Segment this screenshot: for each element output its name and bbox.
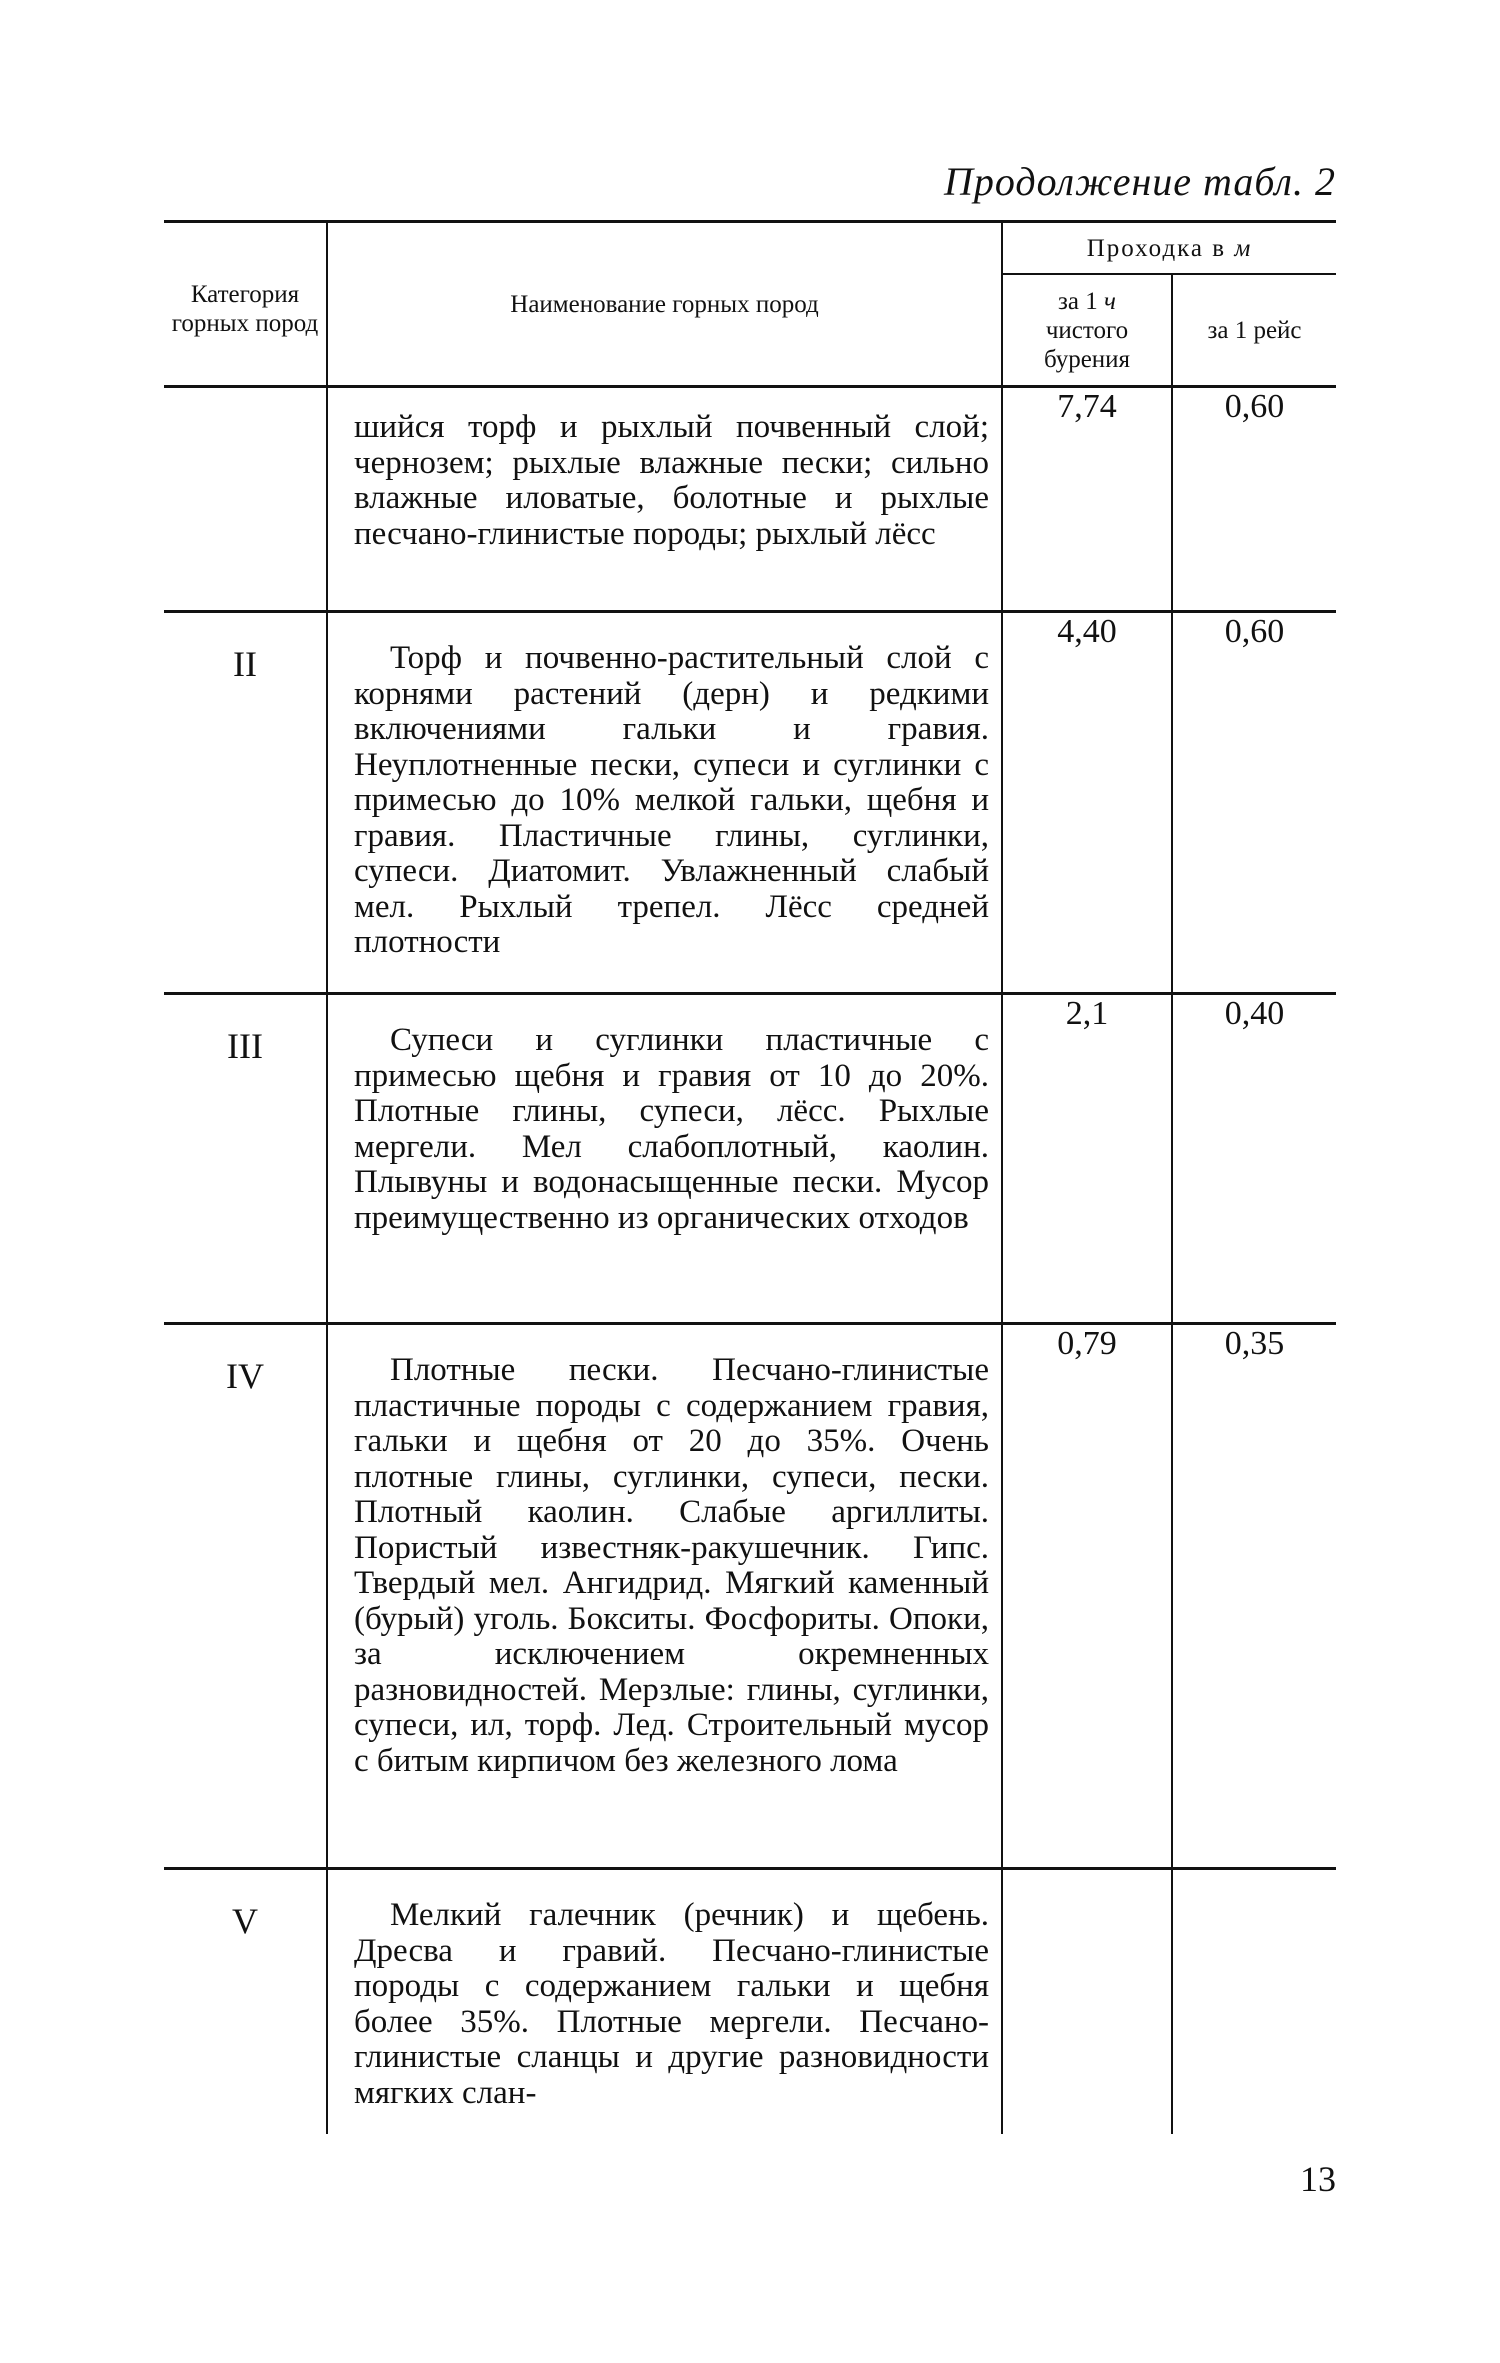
rock-description-text: Плотные пески. Песчано-глинистые пластичные породы с содержанием гравия, гальки и щебня от 20 до 35%. Очень плотные глины, суглинки, супеси, пески. Плотный каолин. Слабые аргиллиты. Пористый известняк-ракушечник. Гипс. Твердый мел. Ангидрид. Мягкий каменный (бурый) уголь. Бокситы. Фосфориты. Опоки, за исключением окремненных разновидностей. Мерзлые: глины, суглинки, супеси, ил, торф. Лед. Строительный мусор с битым кирпичом без железного лома: [354, 1352, 989, 1779]
penetration-per-run: [1172, 1869, 1336, 2134]
rock-category: V: [232, 1901, 258, 1941]
rock-description: [327, 1869, 1002, 2134]
header-penetration-label: Проходка в: [1086, 234, 1227, 262]
rock-categories-table: [164, 220, 1336, 2134]
table-body: [164, 387, 1336, 2134]
penetration-per-run: 0,60: [1172, 387, 1336, 612]
rock-description-text: Мелкий галечник (речник) и щебень. Дресва и гравий. Песчано-глинистые породы с содержанием гальки и щебня более 35%. Плотные мергели. Песчано-глинистые сланцы и другие разновидности мягких слан-: [354, 1897, 989, 2111]
rock-description: [327, 1324, 1002, 1869]
rock-category: IV: [164, 1324, 327, 1869]
header-per-run: за 1 рейс: [1172, 274, 1336, 387]
table-row: [164, 612, 1336, 994]
table-row: [164, 387, 1336, 612]
header-per-hour-unit: ч: [1104, 287, 1116, 315]
rock-description: шийся торф и рыхлый почвенный слой; чернозем; рыхлые влажные пески; сильно влажные иловатые, болотные и рыхлые песчано-глинистые породы; рыхлый лёсс: [327, 387, 1002, 612]
table-row: [164, 1869, 1336, 2134]
table-continuation-caption: Продолжение табл. 2: [943, 159, 1336, 204]
header-per-hour: [1002, 274, 1172, 387]
rock-category: III: [164, 994, 327, 1324]
penetration-per-hour: 0,79: [1002, 1324, 1172, 1869]
header-per-hour-suffix: чистого бурения: [1043, 316, 1131, 373]
header-category: Категория горных пород: [164, 222, 327, 387]
table-row: [164, 994, 1336, 1324]
rock-description-text: Супеси и суглинки пластичные с примесью щебня и гравия от 10 до 20%. Плотные глины, супеси, лёсс. Рыхлые мергели. Мел слабоплотный, каолин. Плывуны и водонасыщенные пески. Мусор преимущественно из органических отходов: [354, 1022, 989, 1236]
rock-category: II: [164, 612, 327, 994]
header-penetration-unit: м: [1234, 234, 1253, 262]
penetration-per-run: 0,60: [1172, 612, 1336, 994]
table-header: [164, 222, 1336, 387]
header-per-hour-prefix: за 1: [1058, 287, 1098, 315]
penetration-per-run: 0,35: [1172, 1324, 1336, 1869]
header-penetration: [1002, 222, 1336, 275]
penetration-per-run: 0,40: [1172, 994, 1336, 1324]
page-number: 13: [1300, 2159, 1336, 2199]
penetration-per-hour: 7,74: [1002, 387, 1172, 612]
header-rock-name: Наименование горных пород: [327, 222, 1002, 387]
rock-category: [164, 387, 327, 612]
rock-description: [327, 612, 1002, 994]
penetration-per-hour: 2,1: [1002, 994, 1172, 1324]
penetration-per-hour: 4,40: [1002, 612, 1172, 994]
table-row: [164, 1324, 1336, 1869]
penetration-per-hour: [1002, 1869, 1172, 2134]
rock-description-text: Торф и почвенно-растительный слой с корнями растений (дерн) и редкими включениями гальки и гравия. Неуплотненные пески, супеси и суглинки с примесью до 10% мелкой гальки, щебня и гравия. Пластичные глины, суглинки, супеси. Диатомит. Увлажненный слабый мел. Рыхлый трепел. Лёсс средней плотности: [354, 640, 989, 960]
rock-description: [327, 994, 1002, 1324]
